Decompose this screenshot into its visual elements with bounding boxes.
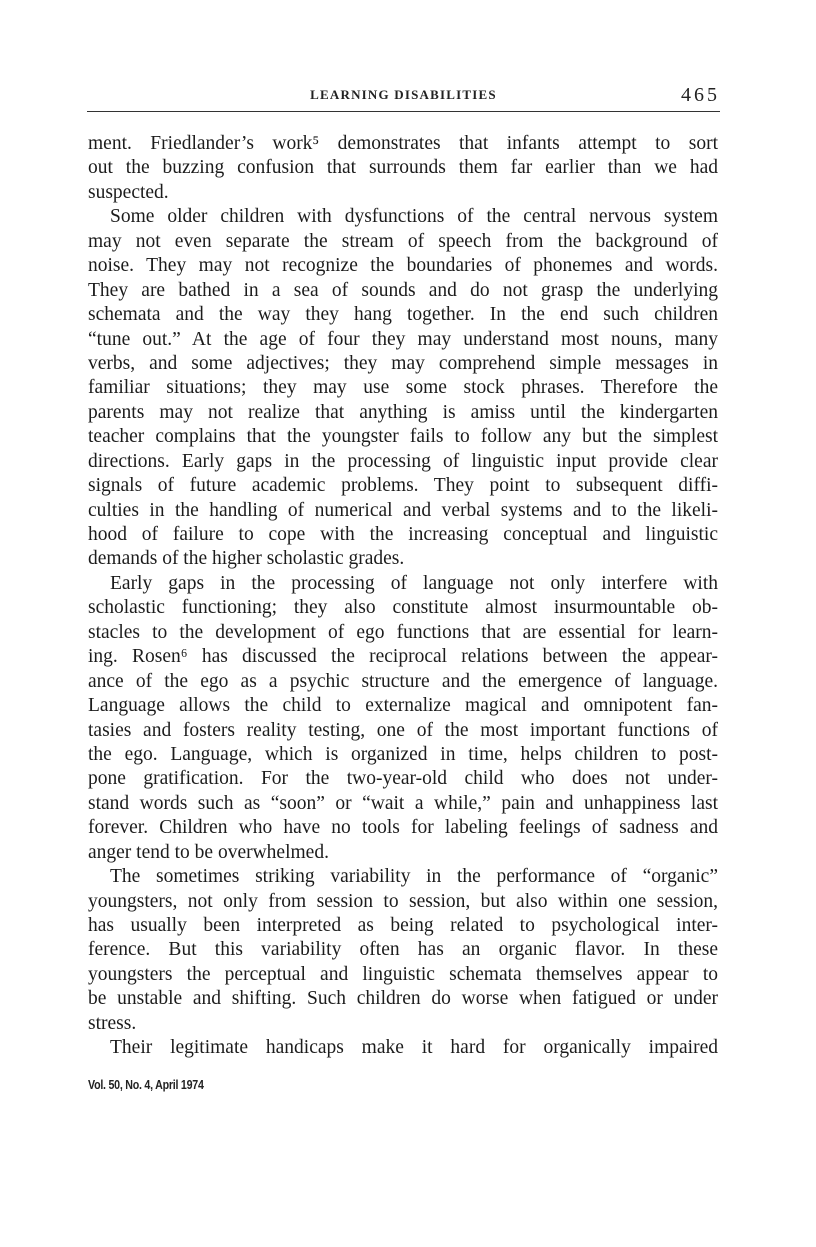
text-line: “tune out.” At the age of four they may understand most nouns, many: [88, 328, 718, 350]
text-line: ment. Friedlander’s work⁵ demonstrates that infants attempt to sort: [88, 133, 718, 154]
text-line: Early gaps in the processing of language not only interfere with: [110, 572, 718, 594]
text-line: Some older children with dysfunctions of the central nervous system: [110, 206, 718, 228]
text-line: suspected.: [88, 181, 169, 203]
text-line: directions. Early gaps in the processing of linguistic input provide clear: [88, 450, 718, 472]
text-line: stress.: [88, 1012, 137, 1034]
text-line: noise. They may not recognize the boundaries of phonemes and words.: [88, 255, 718, 277]
text-line: tasies and fosters reality testing, one of the most important functions of: [88, 719, 718, 741]
text-line: has usually been interpreted as being related to psychological inter-: [88, 915, 718, 936]
text-line: ance of the ego as a psychic structure and the emergence of language.: [88, 670, 718, 692]
text-line: ing. Rosen⁶ has discussed the reciprocal relations between the appear-: [88, 646, 718, 668]
text-line: may not even separate the stream of speech from the background of: [88, 230, 718, 252]
text-line: pone gratification. For the two-year-old child who does not under-: [88, 768, 718, 790]
running-title: LEARNING DISABILITIES: [310, 87, 497, 102]
text-line: youngsters, not only from session to session, but also within one session,: [88, 890, 718, 912]
text-line: youngsters the perceptual and linguistic schemata themselves appear to: [88, 963, 718, 985]
text-line: The sometimes striking variability in the performance of “organic”: [110, 866, 718, 888]
text-line: verbs, and some adjectives; they may comprehend simple messages in: [88, 352, 718, 374]
text-line: stacles to the development of ego functions that are essential for learn-: [88, 621, 718, 643]
text-line: Language allows the child to externalize magical and omnipotent fan-: [88, 695, 718, 717]
text-line: Their legitimate handicaps make it hard for organically impaired: [110, 1037, 718, 1059]
text-line: signals of future academic problems. They point to subsequent diffi-: [88, 475, 718, 497]
text-line: forever. Children who have no tools for labeling feelings of sadness and: [88, 817, 718, 839]
text-line: scholastic functioning; they also constitute almost insurmountable ob-: [88, 597, 718, 619]
text-line: teacher complains that the youngster fails to follow any but the simplest: [88, 426, 718, 448]
text-line: anger tend to be overwhelmed.: [88, 841, 329, 863]
text-line: culties in the handling of numerical and verbal systems and to the likeli-: [88, 499, 718, 521]
text-line: parents may not realize that anything is amiss until the kindergarten: [88, 401, 718, 423]
text-line: be unstable and shifting. Such children do worse when fatigued or under: [88, 988, 718, 1010]
text-line: hood of failure to cope with the increasing conceptual and linguistic: [88, 524, 718, 545]
text-line: out the buzzing confusion that surrounds them far earlier than we had: [88, 157, 718, 179]
page-number: 465: [681, 84, 720, 106]
running-head: [87, 84, 720, 108]
text-line: ference. But this variability often has an organic flavor. In these: [88, 939, 718, 961]
text-line: the ego. Language, which is organized in time, helps children to post-: [88, 743, 718, 765]
text-line: stand words such as “soon” or “wait a while,” pain and unhappiness last: [88, 792, 718, 814]
text-line: demands of the higher scholastic grades.: [88, 548, 405, 570]
journal-citation-footer: Vol. 50, No. 4, April 1974: [88, 1077, 204, 1092]
text-line: familiar situations; they may use some stock phrases. Therefore the: [88, 377, 718, 399]
body-text: [88, 132, 718, 1061]
text-line: They are bathed in a sea of sounds and do not grasp the underlying: [88, 279, 718, 301]
text-line: schemata and the way they hang together. In the end such children: [88, 304, 718, 326]
header-rule: [87, 111, 720, 112]
